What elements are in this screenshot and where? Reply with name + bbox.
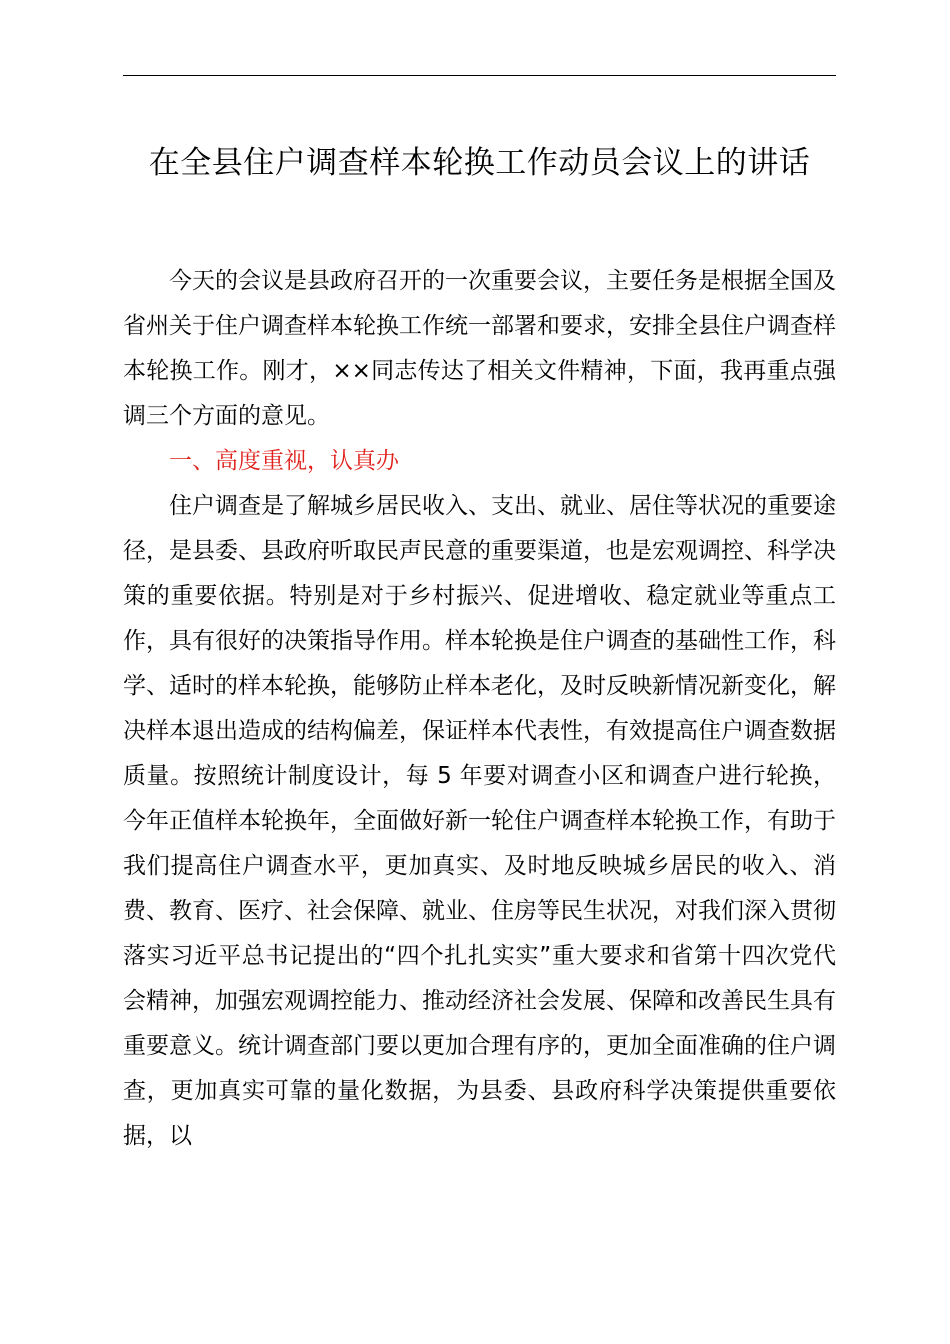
document-body: [123, 259, 836, 1159]
header-rule: [123, 75, 836, 76]
document-title: 在全县住户调查样本轮换工作动员会议上的讲话: [148, 145, 811, 181]
section-paragraph: 住户调查是了解城乡居民收入、支出、就业、居住等状况的重要途径，是县委、县政府听取民声民意的重要渠道，也是宏观调控、科学决策的重要依据。特别是对于乡村振兴、促进增收、稳定就业等重点工作，具有很好的决策指导作用。样本轮换是住户调查的基础性工作，科学、适时的样本轮换，能够防止样本老化，及时反映新情况新变化，解决样本退出造成的结构偏差，保证样本代表性，有效提高住户调查数据质量。按照统计制度设计，每 5 年要对调查小区和调查户进行轮换，今年正值样本轮换年，全面做好新一轮住户调查样本轮换工作，有助于我们提高住户调查水平，更加真实、及时地反映城乡居民的收入、消费、教育、医疗、社会保障、就业、住房等民生状况，对我们深入贯彻落实习近平总书记提出的“四个扎扎实实”重大要求和省第十四次党代会精神，加强宏观调控能力、推动经济社会发展、保障和改善民生具有重要意义。统计调查部门要以更加合理有序的，更加全面准确的住户调查，更加真实可靠的量化数据，为县委、县政府科学决策提供重要依据，以: [123, 493, 836, 1149]
section-heading: 一、高度重视，认真办: [169, 448, 399, 474]
intro-paragraph: 今天的会议是县政府召开的一次重要会议，主要任务是根据全国及省州关于住户调查样本轮换工作统一部署和要求，安排全县住户调查样本轮换工作。刚才，××同志传达了相关文件精神，下面，我再重点强调三个方面的意见。: [123, 268, 836, 429]
